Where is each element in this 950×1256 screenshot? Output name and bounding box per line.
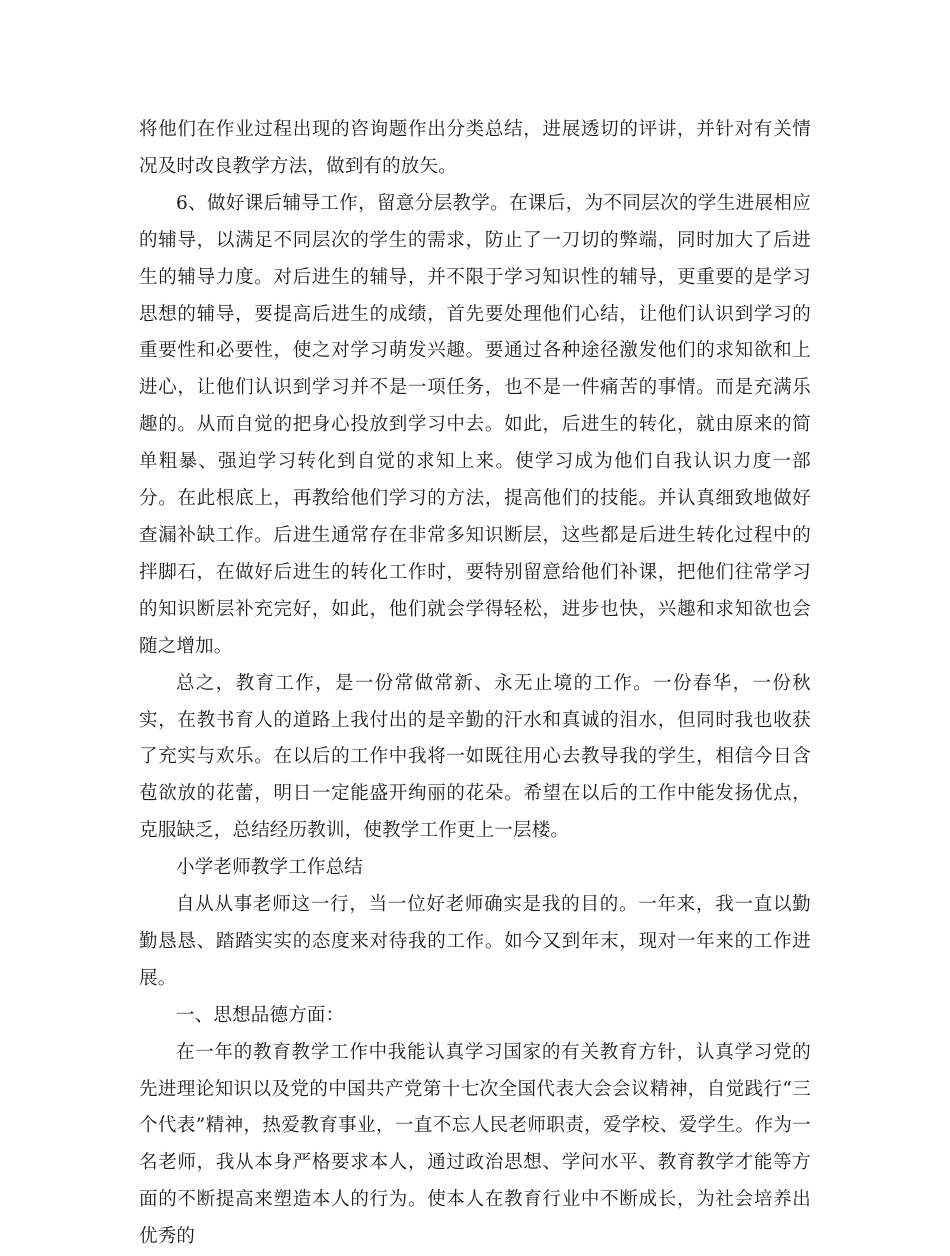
paragraph-conclusion: 总之，教育工作，是一份常做常新、永无止境的工作。一份春华，一份秋实，在教书育人的道路上我付出的是辛勤的汗水和真诚的泪水，但同时我也收获了充实与欢乐。在以后的工作中我将一如既往用心去教导我的学生，相信今日含苞欲放的花蕾，明日一定能盛开绚丽的花朵。希望在以后的工作中能发扬优点，克服缺乏，总结经历教训，使教学工作更上一层楼。 (139, 672, 811, 842)
paragraph-after-class-tutoring: 6、做好课后辅导工作，留意分层教学。在课后，为不同层次的学生进展相应的辅导，以满足不同层次的学生的需求，防止了一刀切的弊端，同时加大了后进生的辅导力度。对后进生的辅导，并不限于学习知识性的辅导，更重要的是学习思想的辅导，要提高后进生的成绩，首先要处理他们心结，让他们认识到学习的重要性和必要性，使之对学习萌发兴趣。要通过各种途径激发他们的求知欲和上进心，让他们认识到学习并不是一项任务，也不是一件痛苦的事情。而是充满乐趣的。从而自觉的把身心投放到学习中去。如此，后进生的转化，就由原来的简单粗暴、强迫学习转化到自觉的求知上来。使学习成为他们自我认识力度一部分。在此根底上，再教给他们学习的方法，提高他们的技能。并认真细致地做好查漏补缺工作。后进生通常存在非常多知识断层，这些都是后进生转化过程中的拌脚石，在做好后进生的转化工作时，要特别留意给他们补课，把他们往常学习的知识断层补充完好，如此，他们就会学得轻松，进步也快，兴趣和求知欲也会随之增加。 (139, 192, 811, 657)
paragraph-introduction: 自从从事老师这一行，当一位好老师确实是我的目的。一年来，我一直以勤勤恳恳、踏踏实实的态度来对待我的工作。如今又到年末，现对一年来的工作进展。 (139, 894, 811, 989)
section-heading-ideology: 一、思想品德方面： (176, 1004, 345, 1026)
paragraph-continuation: 将他们在作业过程出现的咨询题作出分类总结，进展透切的评讲，并针对有关情况及时改良教学方法，做到有的放矢。 (139, 119, 811, 177)
paragraph-ideology: 在一年的教育教学工作中我能认真学习国家的有关教育方针，认真学习党的先进理论知识以及党的中国共产党第十七次全国代表大会会议精神，自觉践行“三个代表”精神，热爱教育事业，一直不忘人民老师职责，爱学校、爱学生。作为一名老师，我从本身严格要求本人，通过政治思想、学问水平、教育教学才能等方面的不断提高来塑造本人的行为。使本人在教育行业中不断成长，为社会培养出优秀的 (139, 1041, 811, 1248)
section-title: 小学老师教学工作总结 (176, 857, 364, 879)
document-body (139, 112, 811, 1256)
